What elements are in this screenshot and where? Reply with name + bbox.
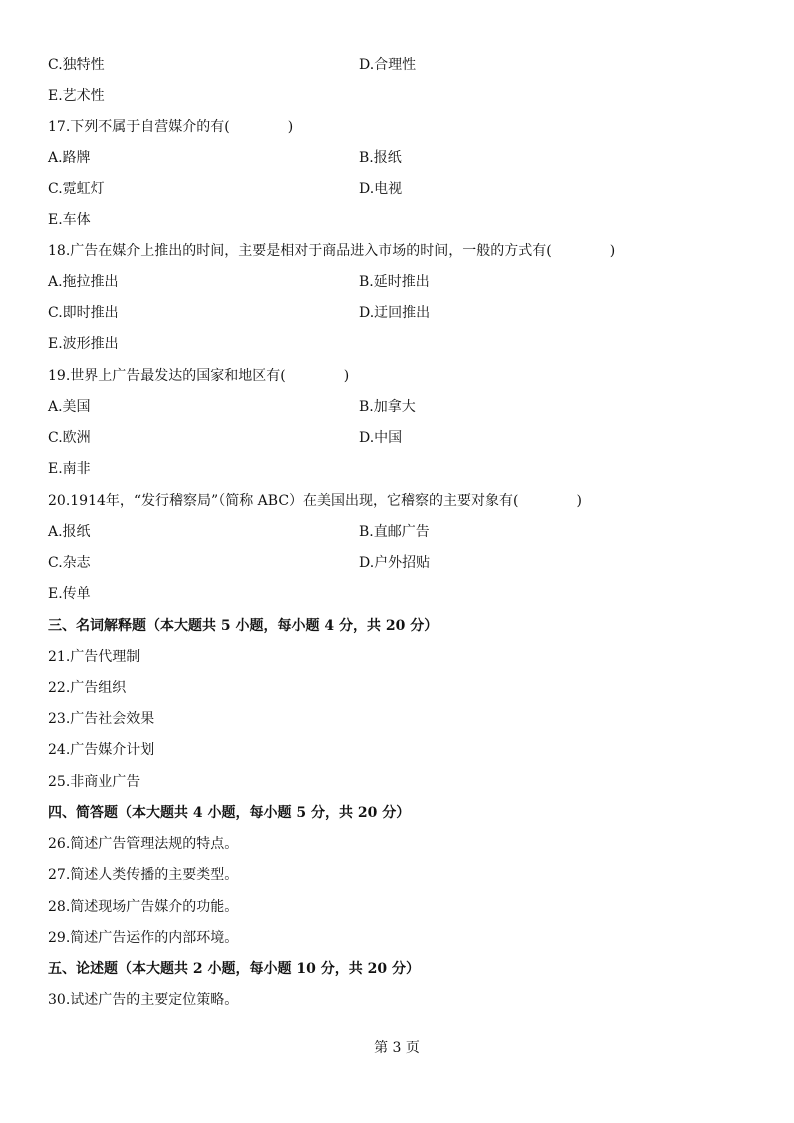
option-row — [48, 148, 748, 168]
option-row — [48, 55, 748, 75]
option-row — [48, 272, 748, 292]
option-b: B.直邮广告 — [359, 524, 430, 540]
question-close: ) — [343, 368, 350, 384]
section-heading: 五、论述题（本大题共 2 小题，每小题 10 分，共 20 分） — [48, 961, 420, 977]
option-c: C.即时推出 — [48, 305, 119, 321]
question-19 — [48, 366, 349, 386]
question-17 — [48, 117, 293, 137]
question-item: 29.简述广告运作的内部环境。 — [48, 930, 239, 946]
option-d: D.迂回推出 — [359, 305, 431, 321]
question-stem: 17.下列不属于自营媒介的有( — [48, 119, 230, 135]
question-item: 23.广告社会效果 — [48, 711, 155, 727]
page-number: 第 3 页 — [374, 1040, 420, 1056]
question-item: 28.简述现场广告媒介的功能。 — [48, 899, 239, 915]
option-c: C.欧洲 — [48, 430, 91, 446]
option-b: B.加拿大 — [359, 399, 416, 415]
option-row — [48, 397, 748, 417]
option-c: C.杂志 — [48, 555, 91, 571]
option-a: A.美国 — [48, 399, 91, 415]
option-a: A.拖拉推出 — [48, 274, 119, 290]
option-e: E.波形推出 — [48, 336, 119, 352]
question-item: 22.广告组织 — [48, 680, 127, 696]
option-a: A.路牌 — [48, 150, 91, 166]
option-row — [48, 553, 748, 573]
option-c: C.独特性 — [48, 57, 105, 73]
option-row — [48, 428, 748, 448]
option-e: E.南非 — [48, 461, 91, 477]
option-row — [48, 522, 748, 542]
option-row — [48, 303, 748, 323]
option-b: B.延时推出 — [359, 274, 430, 290]
question-stem: 19.世界上广告最发达的国家和地区有( — [48, 368, 286, 384]
question-18 — [48, 241, 615, 261]
option-e: E.传单 — [48, 586, 91, 602]
option-d: D.合理性 — [359, 57, 417, 73]
option-d: D.中国 — [359, 430, 403, 446]
option-row — [48, 179, 748, 199]
option-e: E.艺术性 — [48, 88, 105, 104]
option-a: A.报纸 — [48, 524, 91, 540]
option-b: B.报纸 — [359, 150, 402, 166]
question-close: ) — [576, 493, 582, 509]
question-close: ) — [287, 119, 294, 135]
question-item: 30.试述广告的主要定位策略。 — [48, 992, 239, 1008]
option-d: D.电视 — [359, 181, 403, 197]
option-e: E.车体 — [48, 212, 91, 228]
question-item: 26.简述广告管理法规的特点。 — [48, 836, 239, 852]
question-item: 25.非商业广告 — [48, 774, 141, 790]
question-item: 21.广告代理制 — [48, 649, 141, 665]
question-stem: 20.1914年，“发行稽察局”（简称 ABC）在美国出现，它稽察的主要对象有( — [48, 493, 519, 509]
question-20 — [48, 491, 582, 511]
question-close: ) — [609, 243, 616, 259]
section-heading: 三、名词解释题（本大题共 5 小题，每小题 4 分，共 20 分） — [48, 618, 439, 634]
option-c: C.霓虹灯 — [48, 181, 105, 197]
question-item: 24.广告媒介计划 — [48, 742, 155, 758]
question-stem: 18.广告在媒介上推出的时间，主要是相对于商品进入市场的时间，一般的方式有( — [48, 243, 552, 259]
section-heading: 四、简答题（本大题共 4 小题，每小题 5 分，共 20 分） — [48, 805, 411, 821]
question-item: 27.简述人类传播的主要类型。 — [48, 867, 239, 883]
option-d: D.户外招贴 — [359, 555, 431, 571]
